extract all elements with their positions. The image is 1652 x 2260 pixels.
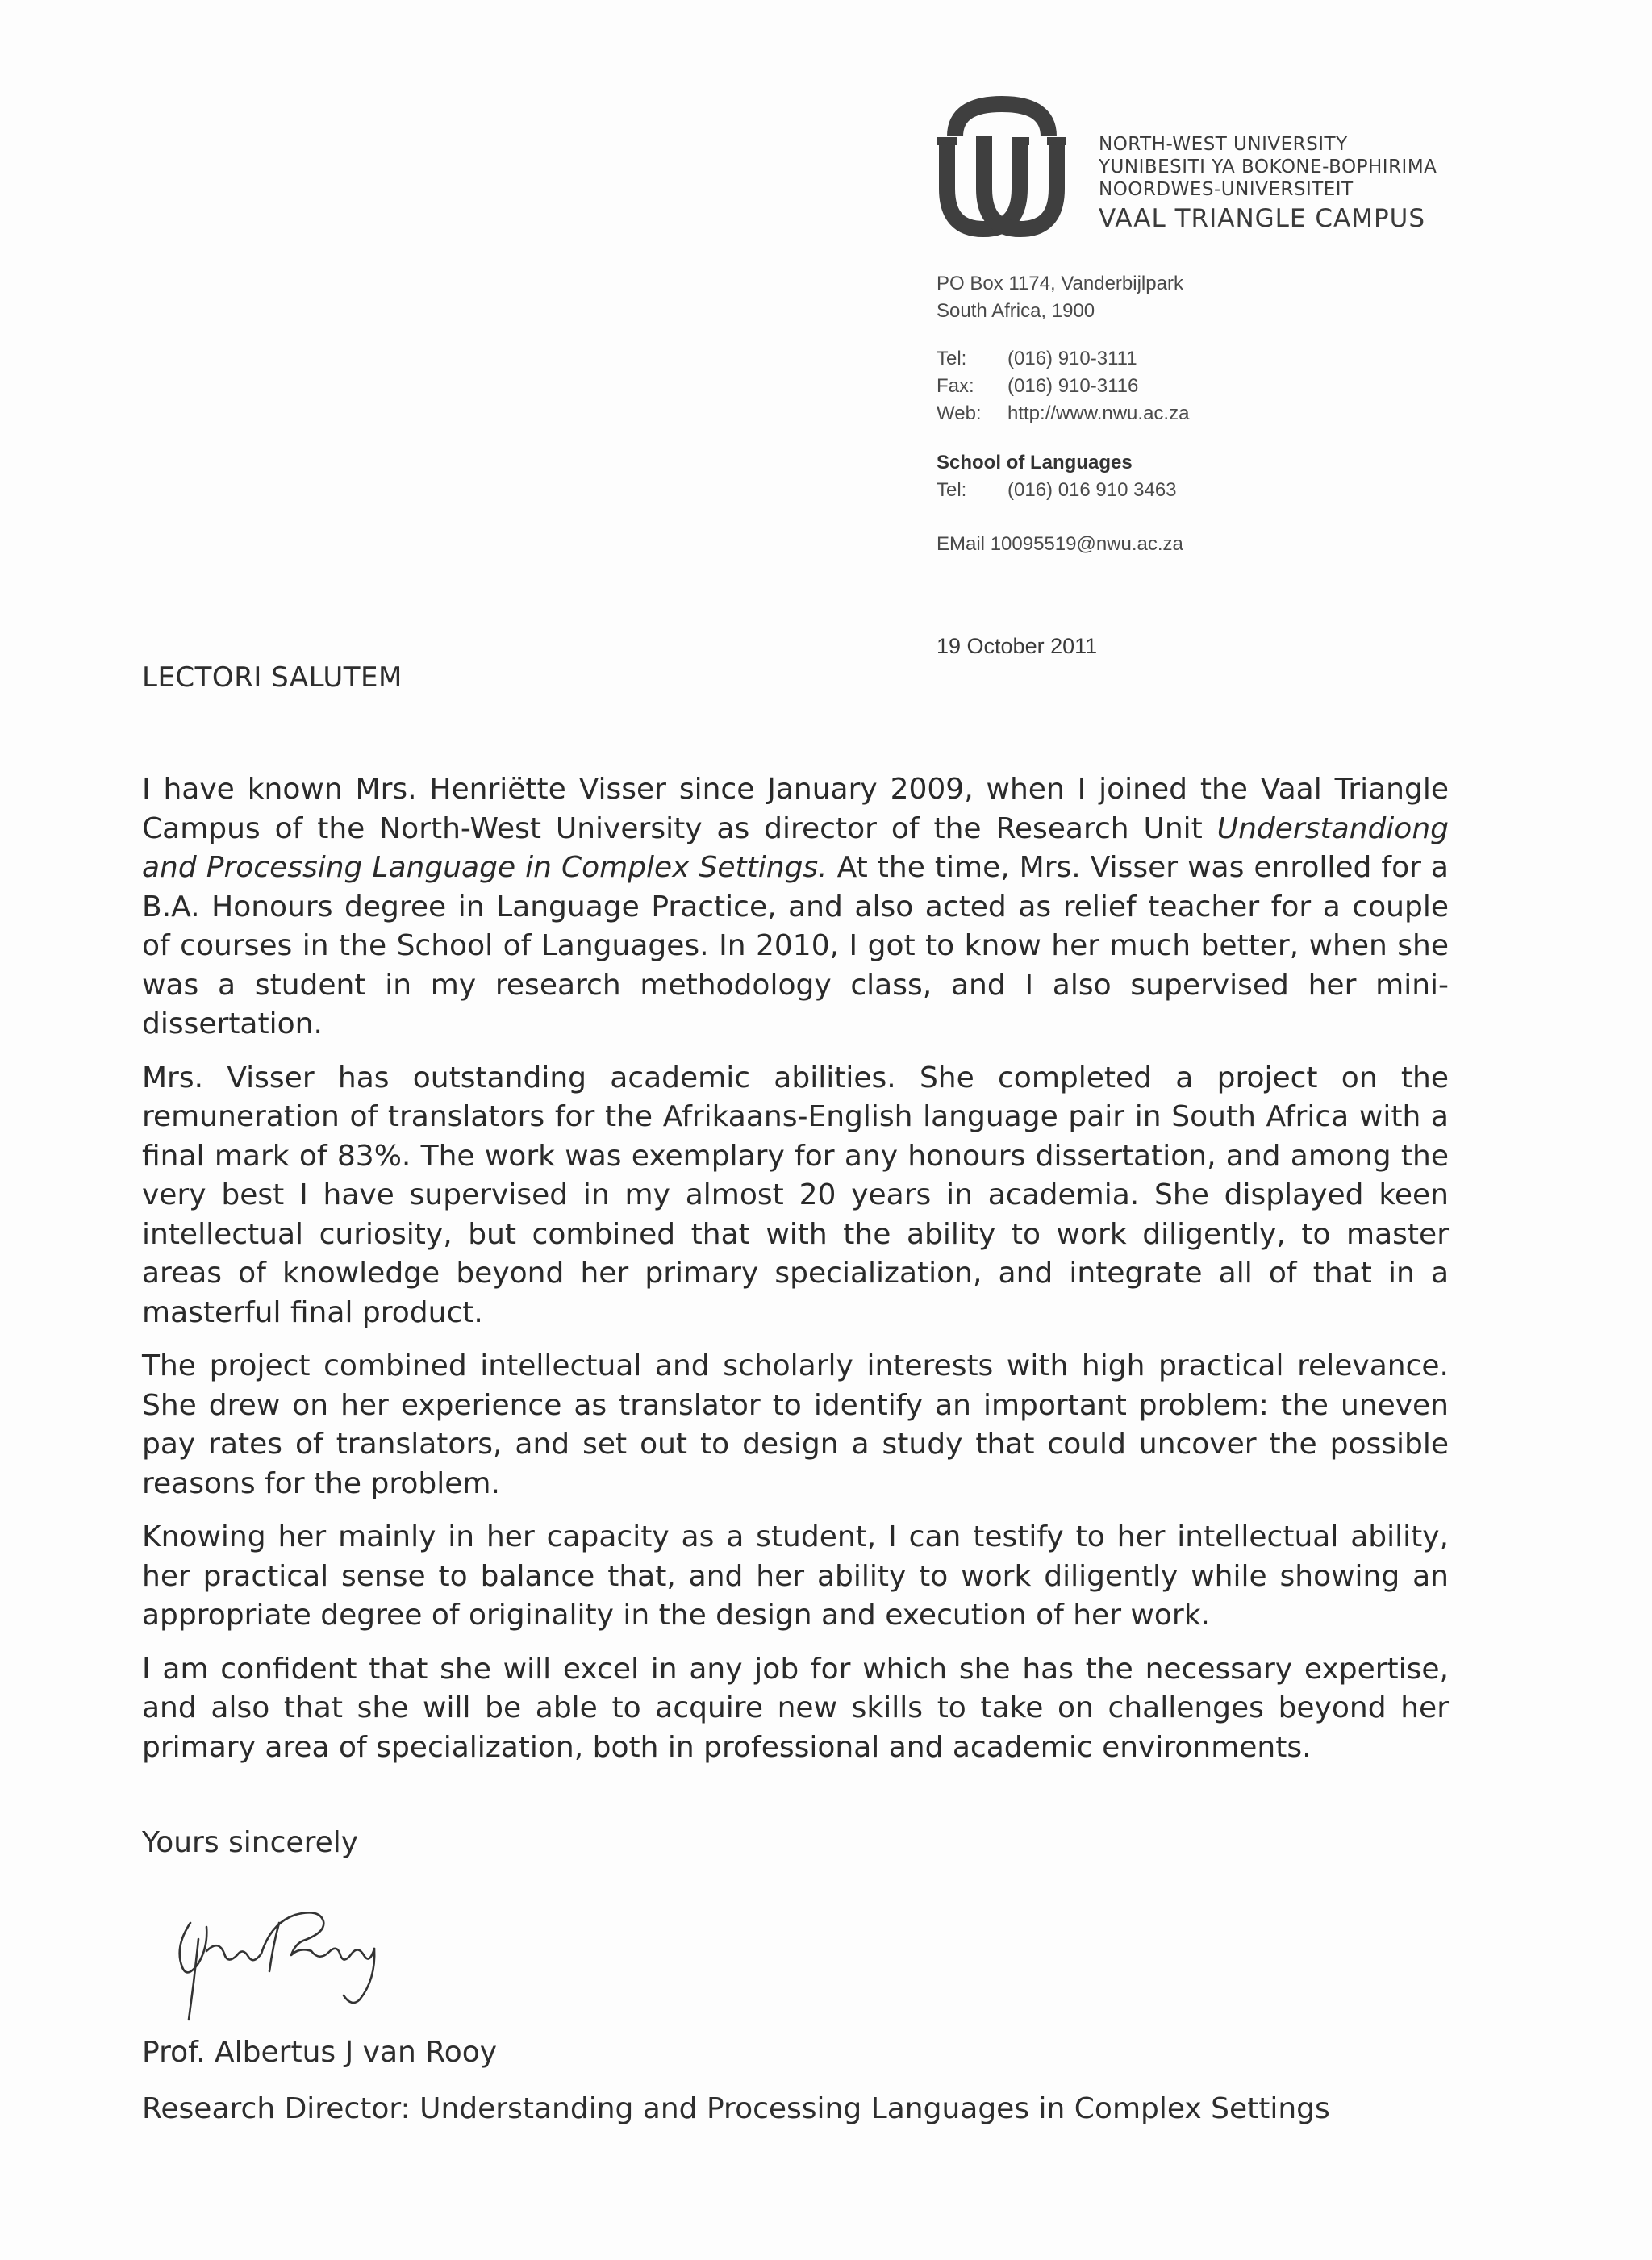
postal-address xyxy=(937,270,1183,325)
paragraph-1-part-a: I have known Mrs. Henriëtte Visser since January 2009, when I joined the Vaal Triangle Campus of the North-West University as director of the Research Unit xyxy=(142,773,1449,845)
school-block xyxy=(937,449,1177,504)
paragraph-3: The project combined intellectual and scholarly interests with high practical relevance. She drew on her experience as translator to identify an important problem: the uneven pay rates of translators, and set out to design a study that could uncover the possible reasons for the problem. xyxy=(142,1349,1449,1500)
school-tel-label: Tel: xyxy=(937,479,967,501)
web-link[interactable]: http://www.nwu.ac.za xyxy=(1007,402,1190,424)
email-label: EMail xyxy=(937,533,986,555)
paragraph-1 xyxy=(142,770,1449,1045)
paragraph-5: I am confident that she will excel in any job for which she has the necessary expertise, and also that she will be able to acquire new skills to take on challenges beyond her primary area of specialization, both in professional and academic environments. xyxy=(142,1652,1449,1764)
address-line-2: South Africa, 1900 xyxy=(937,300,1095,322)
email-link[interactable]: 10095519@nwu.ac.za xyxy=(990,533,1183,555)
tel-row xyxy=(937,345,1189,373)
signatory-name: Prof. Albertus J van Rooy xyxy=(142,2036,498,2069)
paragraph-1-part-b: At the time, Mrs. Visser was enrolled for a B.A. Honours degree in Language Practice, and also acted as relief teacher for a couple of courses in the School of Languages. In 2010, I got to know her much better, when she was a student in my research methodology class, and I also supervised her mini-dissertation. xyxy=(142,851,1449,1040)
paragraph-2: Mrs. Visser has outstanding academic abilities. She completed a project on the remuneration of translators for the Afrikaans-English language pair in South Africa with a final mark of 83%. The work was exemplary for any honours dissertation, and among the very best I have supervised in my almost 20 years in academia. She displayed keen intellectual curiosity, but combined that with the ability to work diligently, to master areas of knowledge beyond her primary specialization, and integrate all of that in a masterful final product. xyxy=(142,1061,1449,1329)
research-unit-name: Understandiong and Processing Language in Complex Settings. xyxy=(142,811,1449,884)
address-line-1: PO Box 1174, Vanderbijlpark xyxy=(937,273,1183,294)
university-name-en: NORTH-WEST UNIVERSITY xyxy=(1099,134,1348,155)
campus-name: VAAL TRIANGLE CAMPUS xyxy=(1099,204,1426,233)
fax-value: (016) 910-3116 xyxy=(1007,375,1139,397)
fax-row xyxy=(937,373,1189,400)
signatory-title: Research Director: Understanding and Processing Languages in Complex Settings xyxy=(142,2092,1330,2125)
web-row xyxy=(937,400,1189,427)
tel-value: (016) 910-3111 xyxy=(1007,348,1137,369)
salutation: LECTORI SALUTEM xyxy=(142,661,403,694)
signature-icon xyxy=(158,1891,392,2028)
tel-label: Tel: xyxy=(937,348,967,369)
letter-date: 19 October 2011 xyxy=(937,634,1098,658)
school-tel-value: (016) 016 910 3463 xyxy=(1007,479,1177,501)
paragraph-4: Knowing her mainly in her capacity as a student, I can testify to her intellectual ability, her practical sense to balance that, and her ability to work diligently while showing an appropriate degree of originality in the design and execution of her work. xyxy=(142,1520,1449,1632)
school-name: School of Languages xyxy=(937,452,1133,473)
contact-block xyxy=(937,345,1189,427)
university-name-af: NOORDWES-UNIVERSITEIT xyxy=(1099,179,1354,200)
closing: Yours sincerely xyxy=(142,1826,359,1859)
web-label: Web: xyxy=(937,402,982,424)
email-row xyxy=(937,531,1183,558)
school-tel-row xyxy=(937,477,1177,504)
university-name-tn: YUNIBESITI YA BOKONE-BOPHIRIMA xyxy=(1099,156,1437,177)
letter-body xyxy=(142,770,1449,1782)
university-name-block xyxy=(1099,133,1437,235)
fax-label: Fax: xyxy=(937,375,974,397)
nwu-logo-icon xyxy=(931,92,1073,245)
